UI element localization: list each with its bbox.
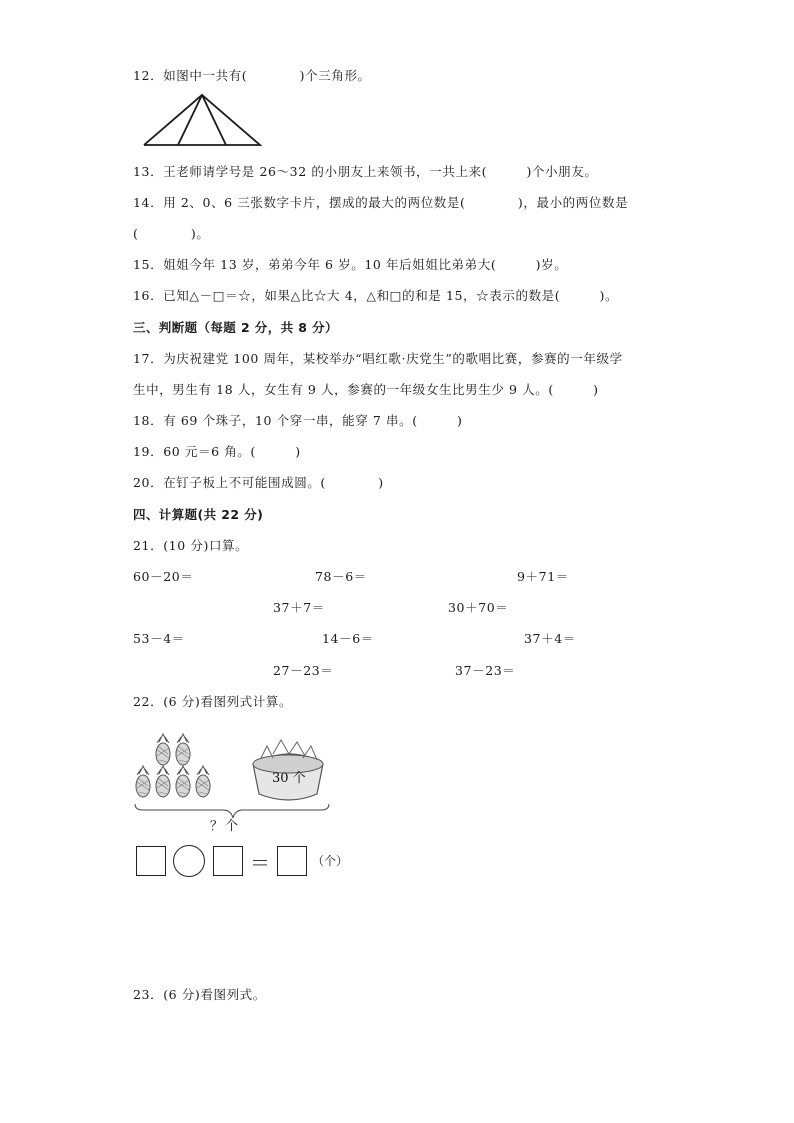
equals-sign: ＝ — [250, 851, 270, 875]
answer-box-result[interactable] — [277, 846, 307, 876]
answer-box-1[interactable] — [136, 846, 166, 876]
calc-4: 37＋7＝ — [273, 600, 325, 615]
question-12: 12．如图中一共有( )个三角形。 — [133, 68, 371, 83]
question-13: 13．王老师请学号是 26～32 的小朋友上来领书，一共上来( )个小朋友。 — [133, 164, 598, 179]
answer-box-2[interactable] — [213, 846, 243, 876]
question-23: 23．(6 分)看图列式。 — [133, 987, 266, 1002]
question-14-line-2: ( )。 — [133, 226, 210, 241]
calc-5: 30＋70＝ — [448, 600, 509, 615]
question-15: 15．姐姐今年 13 岁，弟弟今年 6 岁。10 年后姐姐比弟弟大( )岁。 — [133, 257, 568, 272]
calc-2: 78－6＝ — [315, 569, 367, 584]
section-3-heading: 三、判断题（每题 2 分，共 8 分） — [133, 320, 338, 335]
calc-10: 37－23＝ — [455, 663, 516, 678]
calc-9: 27－23＝ — [273, 663, 334, 678]
calc-6: 53－4＝ — [133, 631, 185, 646]
operator-circle[interactable] — [173, 845, 205, 877]
question-18: 18．有 69 个珠子，10 个穿一串，能穿 7 串。( ) — [133, 413, 463, 428]
question-20: 20．在钉子板上不可能围成圆。( ) — [133, 475, 384, 490]
question-16: 16．已知△－□＝☆，如果△比☆大 4，△和□的和是 15，☆表示的数是( )。 — [133, 288, 619, 303]
question-22: 22．(6 分)看图列式计算。 — [133, 694, 293, 709]
question-17-line-1: 17．为庆祝建党 100 周年，某校举办“唱红歌·庆党生”的歌唱比赛，参赛的一年级学 — [133, 351, 623, 366]
calc-7: 14－6＝ — [322, 631, 374, 646]
triangle-figure — [142, 93, 264, 149]
question-19: 19．60 元＝6 角。( ) — [133, 444, 301, 459]
calc-1: 60－20＝ — [133, 569, 194, 584]
question-17-line-2: 生中，男生有 18 人，女生有 9 人，参赛的一年级女生比男生少 9 人。( ) — [133, 382, 599, 397]
pineapple-basket-figure — [131, 724, 331, 829]
calc-3: 9＋71＝ — [517, 569, 569, 584]
question-21: 21．(10 分)口算。 — [133, 538, 249, 553]
calc-8: 37＋4＝ — [524, 631, 576, 646]
question-mark-label: ？个 — [210, 819, 241, 834]
question-14-line-1: 14．用 2、0、6 三张数字卡片，摆成的最大的两位数是( )，最小的两位数是 — [133, 195, 629, 210]
unit-label: （个） — [312, 854, 349, 868]
section-4-heading: 四、计算题(共 22 分) — [133, 507, 264, 522]
basket-label: 30 个 — [272, 771, 306, 786]
